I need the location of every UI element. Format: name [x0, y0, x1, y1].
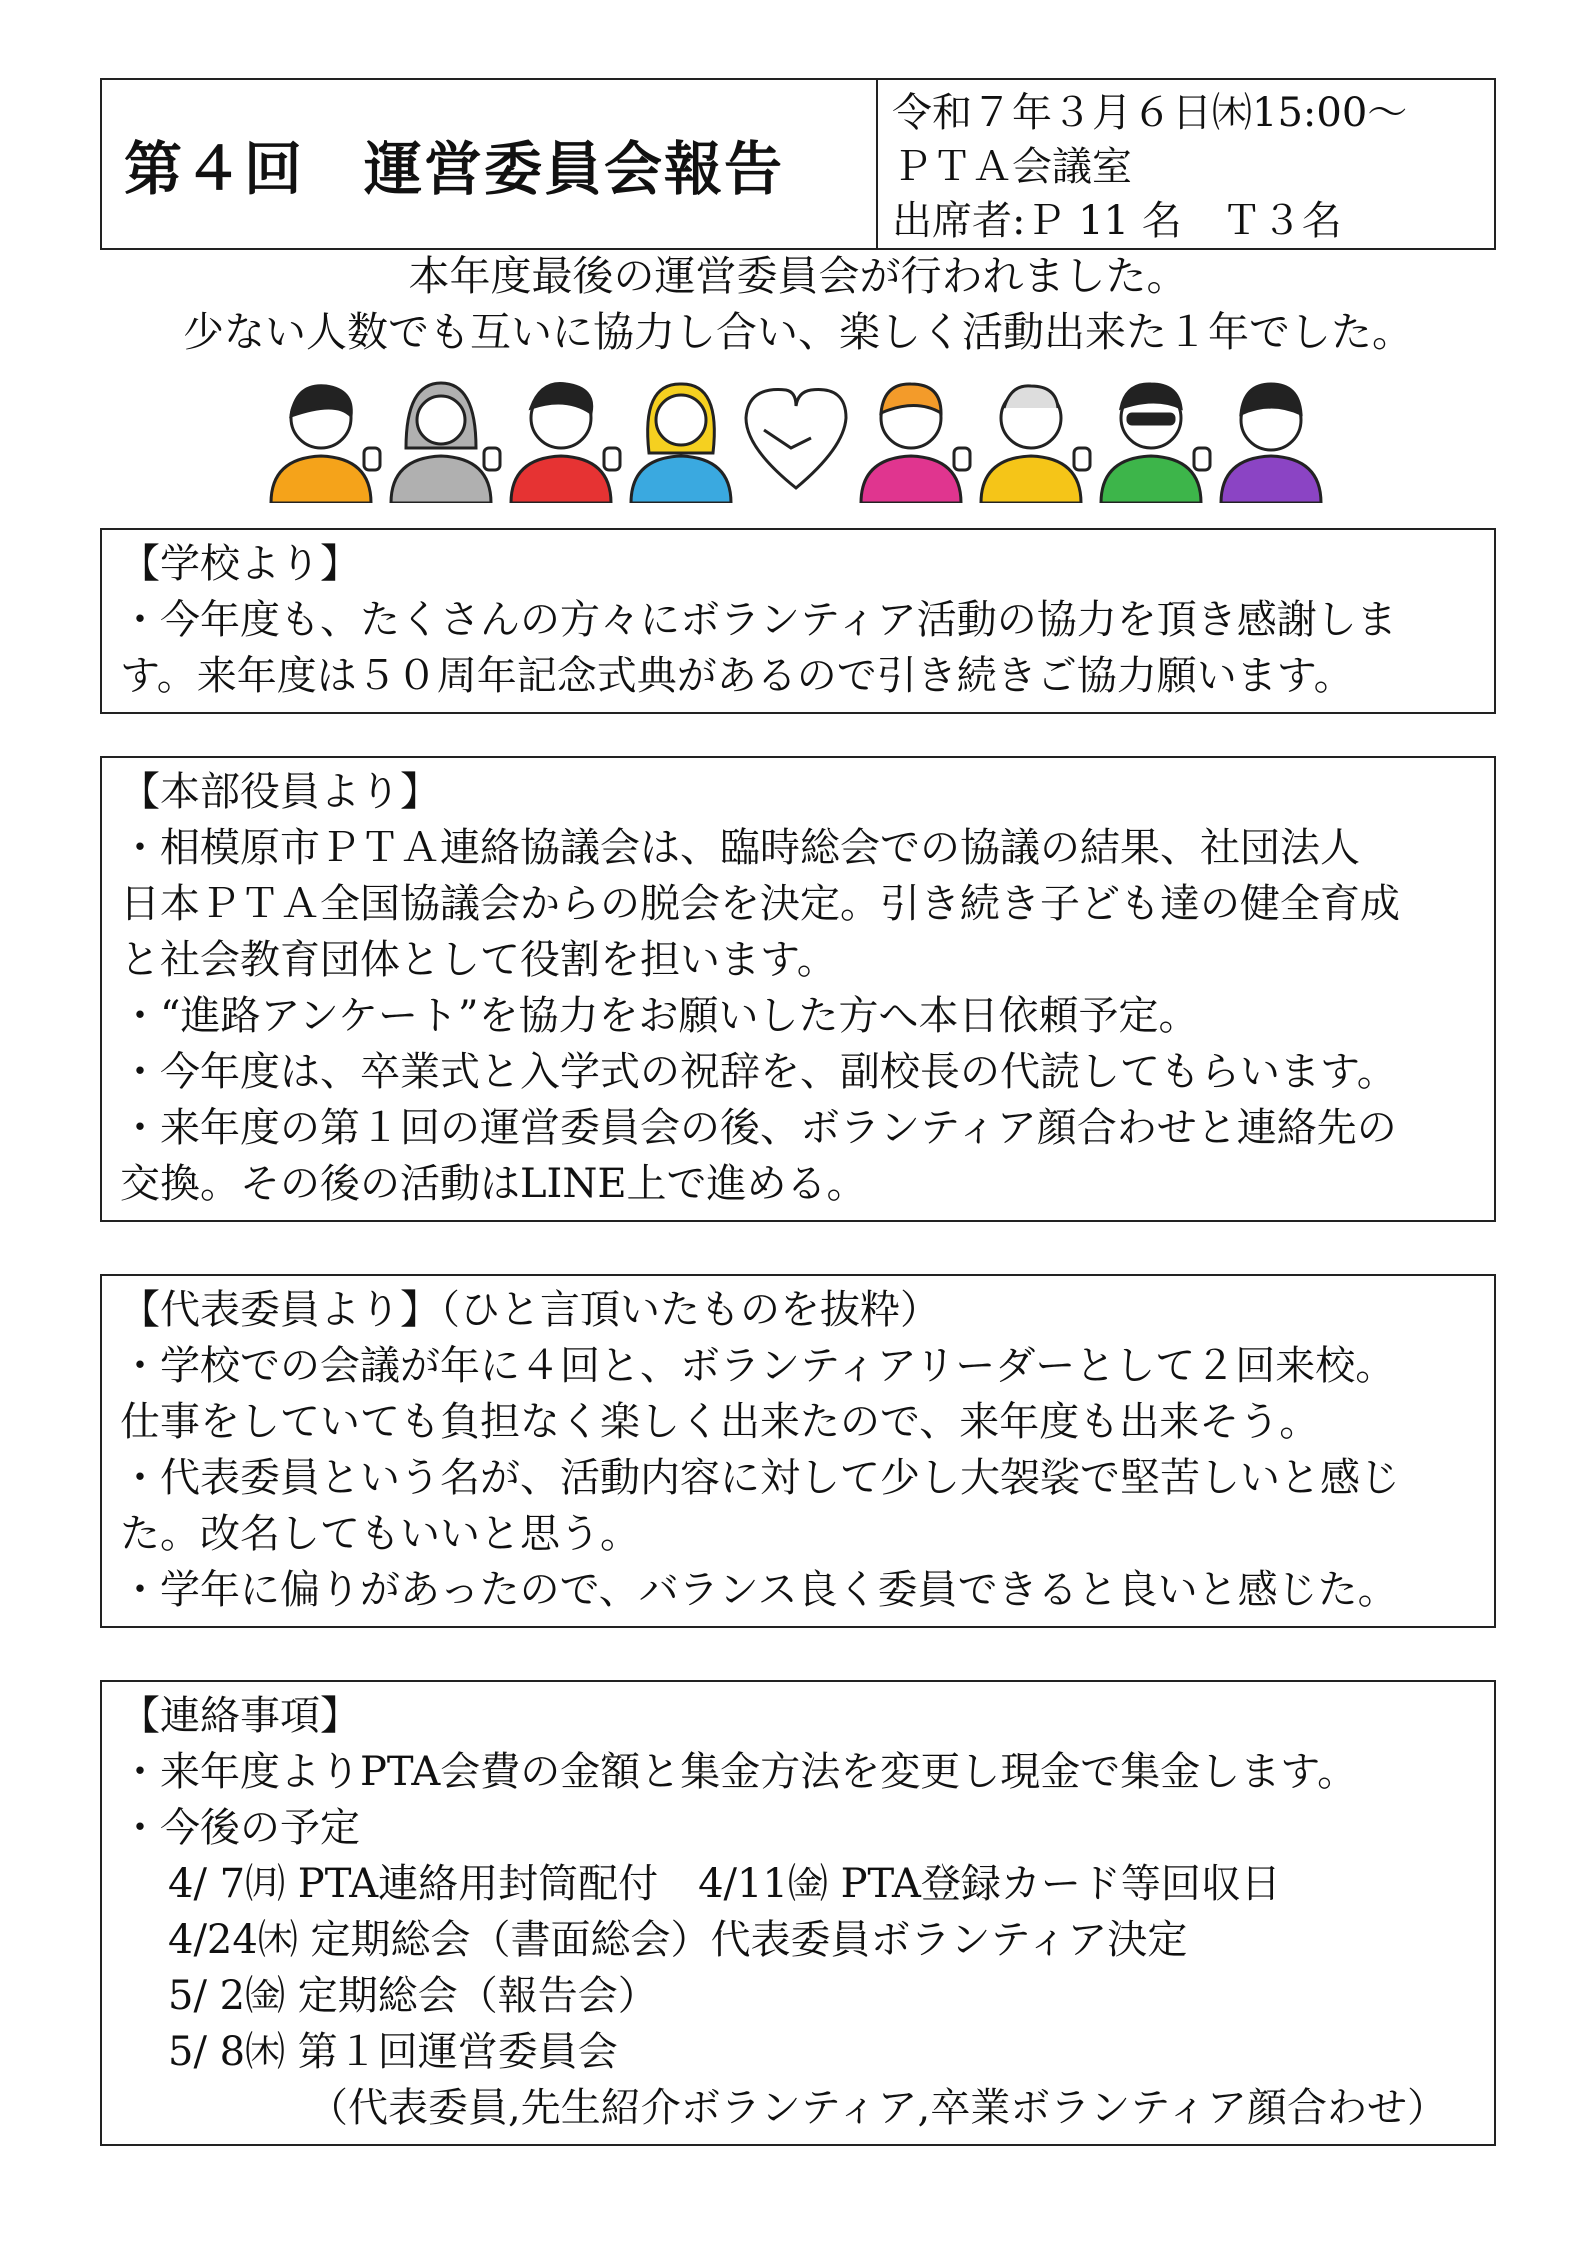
body-line: ・今後の予定: [120, 1805, 360, 1851]
body-line: ・来年度の第１回の運営委員会の後、ボランティア顔合わせと連絡先の: [120, 1105, 1397, 1151]
body-line: と社会教育団体として役割を担います。: [120, 937, 837, 983]
section-heading: 【本部役員より】: [120, 769, 440, 815]
schedule-item: 5/ 8㈭ 第１回運営委員会: [168, 2029, 618, 2075]
person-icon: [631, 384, 731, 503]
intro-text: [100, 248, 1496, 360]
board-section: [100, 756, 1496, 1222]
notices-section: [100, 1680, 1496, 2146]
intro-line: 少ない人数でも互いに協力し合い、楽しく活動出来た１年でした。: [183, 308, 1413, 356]
person-icon: [981, 386, 1090, 503]
body-line: ・代表委員という名が、活動内容に対して少し大袈裟で堅苦しいと感じ: [120, 1455, 1400, 1501]
person-icon: [861, 384, 970, 503]
body-line: ・学校での会議が年に４回と、ボランティアリーダーとして２回来校。: [120, 1343, 1396, 1389]
schedule-note: （代表委員,先生紹介ボランティア,卒業ボランティア顔合わせ）: [308, 2085, 1448, 2131]
schedule-item: 4/24㈭ 定期総会（書面総会）代表委員ボランティア決定: [168, 1917, 1188, 1963]
body-line: 交換。その後の活動はLINE上で進める。: [120, 1161, 867, 1207]
meeting-date: 令和７年３月６日㈭15:00～: [892, 90, 1408, 136]
school-section: [100, 528, 1496, 714]
meeting-attendees: 出席者:Ｐ 11 名 Ｔ３名: [892, 198, 1342, 244]
person-icon: [391, 383, 500, 503]
meeting-place: ＰＴＡ会議室: [892, 144, 1132, 190]
person-icon: [271, 386, 380, 503]
body-line: ・相模原市ＰＴＡ連絡協議会は、臨時総会での協議の結果、社団法人: [120, 825, 1360, 871]
body-line: ・学年に偏りがあったので、バランス良く委員できると良いと感じた。: [120, 1567, 1398, 1613]
schedule-item: 4/ 7㈪ PTA連絡用封筒配付 4/11㈮ PTA登録カード等回収日: [168, 1861, 1281, 1907]
people-joining-hands-illustration: [266, 378, 1326, 503]
person-icon: [1221, 384, 1321, 503]
person-icon: [1101, 384, 1210, 503]
handshake-icon: [746, 390, 846, 488]
schedule-item: 5/ 2㈮ 定期総会（報告会）: [168, 1973, 658, 2019]
report-header: [100, 78, 1496, 250]
body-line: ・来年度よりPTA会費の金額と集金方法を変更し現金で集金します。: [120, 1749, 1358, 1795]
body-line: ・“進路アンケート”を協力をお願いした方へ本日依頼予定。: [120, 993, 1199, 1039]
person-icon: [511, 384, 620, 504]
body-line: ・今年度も、たくさんの方々にボランティア活動の協力を頂き感謝しま: [120, 597, 1397, 643]
section-heading: 【学校より】: [120, 541, 360, 587]
section-heading: 【連絡事項】: [120, 1693, 360, 1739]
intro-line: 本年度最後の運営委員会が行われました。: [408, 252, 1188, 300]
section-heading: 【代表委員より】（ひと言頂いたものを抜粋）: [120, 1287, 940, 1333]
body-line: す。来年度は５０周年記念式典があるので引き続きご協力願います。: [120, 653, 1354, 699]
body-line: た。改名してもいいと思う。: [120, 1511, 640, 1557]
body-line: ・今年度は、卒業式と入学式の祝辞を、副校長の代読してもらいます。: [120, 1049, 1397, 1095]
page-title: 第４回 運営委員会報告: [102, 80, 878, 248]
meeting-info: [878, 80, 1494, 248]
reps-section: [100, 1274, 1496, 1628]
body-line: 仕事をしていても負担なく楽しく出来たので、来年度も出来そう。: [120, 1399, 1320, 1445]
body-line: 日本ＰＴＡ全国協議会からの脱会を決定。引き続き子ども達の健全育成: [120, 881, 1400, 927]
